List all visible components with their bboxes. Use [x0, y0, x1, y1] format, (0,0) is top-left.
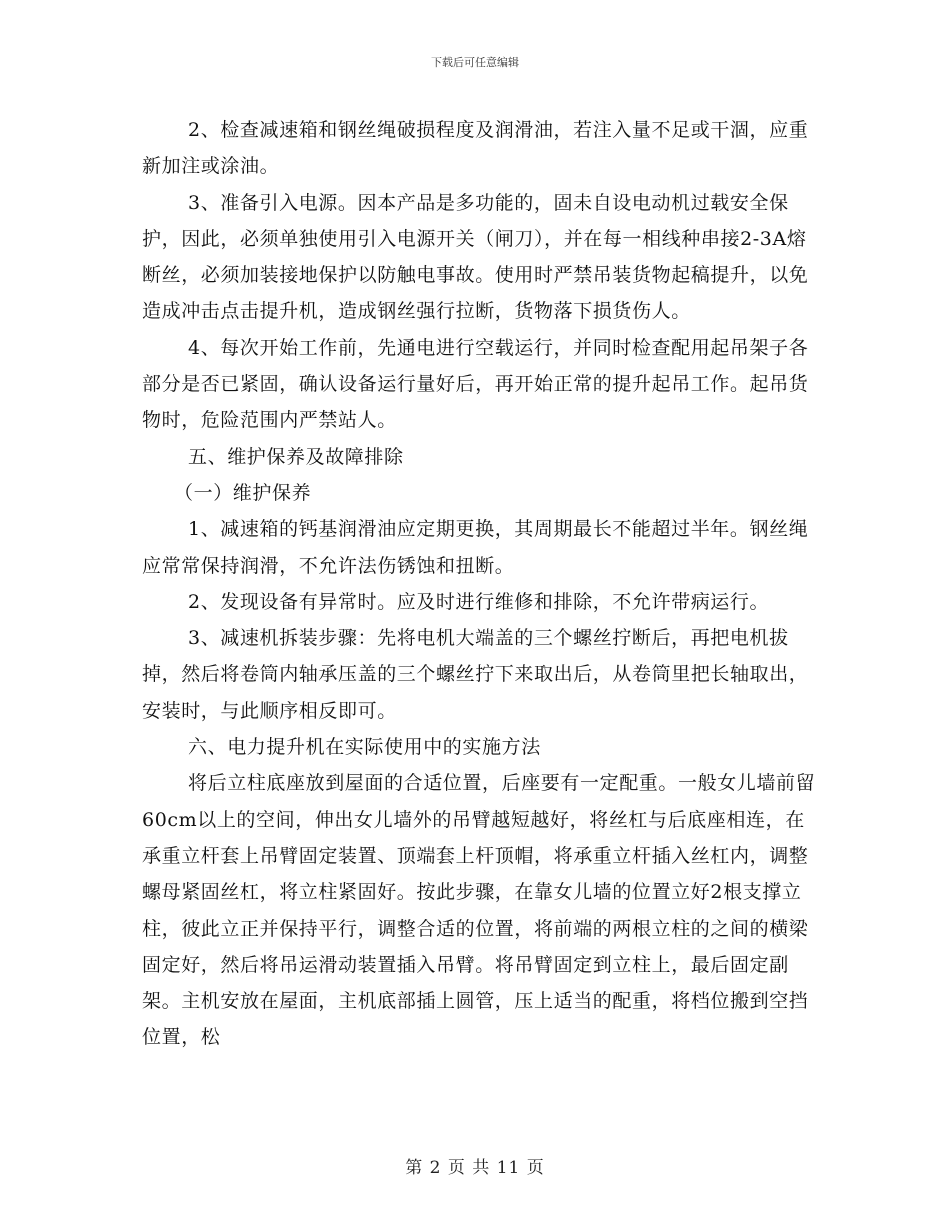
section-heading-implementation: 六、电力提升机在实际使用中的实施方法 [188, 736, 541, 759]
page-footer: 第 2 页 共 11 页 [405, 1158, 545, 1178]
paragraph-lubrication: 1、减速箱的钙基润滑油应定期更换，其周期最长不能超过半年。钢丝绳应常常保持润滑，不允许法伤锈蚀和扭断。 [142, 518, 809, 577]
paragraph-installation: 将后立柱底座放到屋面的合适位置，后座要有一定配重。一般女儿墙前留60cm以上的空间，伸出女儿墙外的吊臂越短越好，将丝杠与后底座相连，在承重立杆套上吊臂固定装置、顶端套上杆顶帽，将承重立杆插入丝杠内，调整螺母紧固丝杠，将立柱紧固好。按此步骤，在靠女儿墙的位置立好2根支撑立柱，彼此立正并保持平行，调整合适的位置，将前端的两根立柱的之间的横梁固定好，然后将吊运滑动装置插入吊臂。将吊臂固定到立柱上，最后固定副架。主机安放在屋面，主机底部插上圆管，压上适当的配重，将档位搬到空挡位置，松 [142, 772, 816, 1049]
document-body [142, 112, 822, 1056]
paragraph-inspect-gearbox: 2、检查减速箱和钢丝绳破损程度及润滑油，若注入量不足或干涸，应重新加注或涂油。 [142, 119, 809, 178]
page-header: 下载后可任意编辑 [431, 56, 519, 69]
paragraph-pre-work-check: 4、每次开始工作前，先通电进行空载运行，并同时检查配用起吊架子各部分是否已紧固，确认设备运行量好后，再开始正常的提升起吊工作。起吊货物时，危险范围内严禁站人。 [142, 336, 809, 432]
paragraph-abnormality: 2、发现设备有异常时。应及时进行维修和排除，不允许带病运行。 [188, 590, 770, 613]
section-heading-maintenance: 五、维护保养及故障排除 [188, 445, 404, 468]
paragraph-power-supply: 3、准备引入电源。因本产品是多功能的，固未自设电动机过载安全保护，因此，必须单独使用引入电源开关（闸刀），并在每一相线种串接2-3A熔断丝，必须加装接地保护以防触电事故。使用时严禁吊装货物起稿提升，以免造成冲击点击提升机，造成钢丝强行拉断，货物落下损货伤人。 [142, 191, 809, 323]
subsection-heading-maintenance: （一）维护保养 [174, 481, 312, 504]
paragraph-disassembly: 3、减速机拆装步骤：先将电机大端盖的三个螺丝拧断后，再把电机拔掉，然后将卷筒内轴承压盖的三个螺丝拧下来取出后，从卷筒里把长轴取出，安装时，与此顺序相反即可。 [142, 627, 809, 722]
